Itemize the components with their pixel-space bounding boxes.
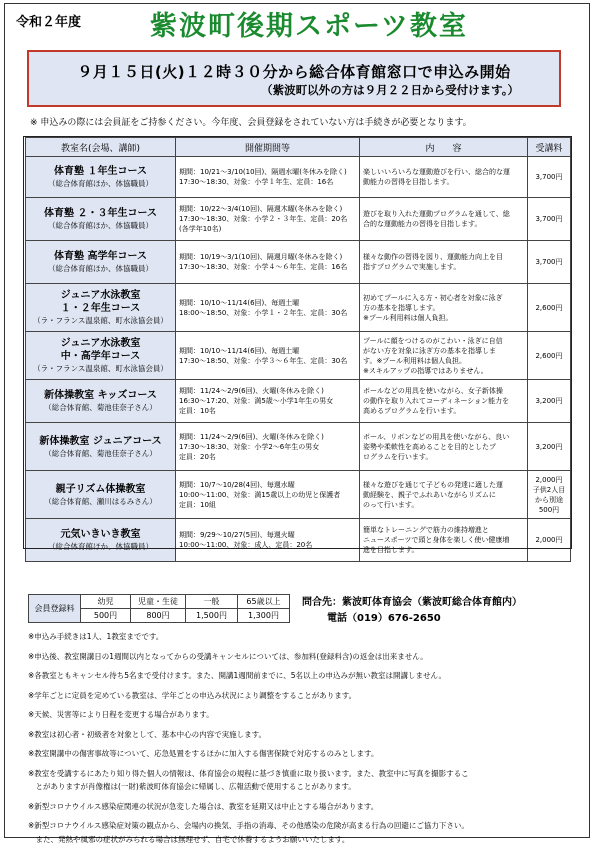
course-fee-cell xyxy=(528,284,571,332)
course-name: 新体操教室 キッズコース xyxy=(44,390,157,401)
course-fee: 2,600円 xyxy=(535,351,563,360)
note-item: ※申込み手続きは1人、1教室までです。 xyxy=(28,632,164,641)
course-row xyxy=(26,157,571,198)
course-period-cell xyxy=(176,284,360,332)
column-header-content: 内 容 xyxy=(360,138,528,157)
course-location: （総合体育館ほか、体協職員） xyxy=(48,221,153,230)
note-item: ※教室開講中の傷害事故等について、応急処置をするほかに加入する傷害保険で対応するのみとします。 xyxy=(28,749,379,758)
course-period-line: 定員：10名 xyxy=(179,407,216,415)
course-location: （ラ・フランス温泉館、町水泳協会員） xyxy=(33,316,168,325)
course-content-cell xyxy=(360,471,528,519)
course-name: ジュニア水泳教室 xyxy=(60,290,141,301)
fee-header-student: 児童・生徒 xyxy=(131,595,186,609)
course-fee: 3,200円 xyxy=(535,442,563,451)
course-content-cell xyxy=(360,423,528,471)
course-name: 元気いきいき教室 xyxy=(60,529,141,540)
course-name: 親子リズム体操教室 xyxy=(55,483,146,495)
course-row xyxy=(26,284,571,332)
column-header-course: 教室名(会場、講師) xyxy=(26,138,176,157)
course-period-line: 10:00～11:00、対象：満15歳以上の幼児と保護者 xyxy=(179,490,341,499)
course-location: （総合体育館ほか、体協職員） xyxy=(48,179,153,188)
note-item: ※教室を受講するにあたり知り得た個人の情報は、体育協会の規程に基づき慎重に取り扱います。また、教室中に写真を撮影するこ xyxy=(28,768,469,778)
course-fee: 3,700円 xyxy=(535,173,563,181)
course-name-cell xyxy=(26,423,176,471)
course-location: （総合体育館、菊池佳奈子さん） xyxy=(44,403,157,412)
course-content-line: 様々な動作の習得を図り、運動能力向上を目 xyxy=(363,253,503,261)
course-row xyxy=(26,380,571,423)
course-fee: 500円 xyxy=(538,505,560,514)
note-item: ※学年ごとに定員を定めている教室は、学年ごとの申込み状況により調整をすることがあります。 xyxy=(28,690,357,700)
course-location: （総合体育館ほか、体協職員） xyxy=(48,264,153,273)
fee-header-senior: 65歳以上 xyxy=(238,595,290,609)
course-content-cell xyxy=(360,519,528,562)
column-header-fee: 受講料 xyxy=(528,138,571,157)
course-period-cell xyxy=(176,519,360,562)
course-table-header xyxy=(26,138,571,157)
course-period-line: 定員：10組 xyxy=(179,500,216,509)
note-item: また、発熱や風邪の症状がみられる場合は無理せず、自宅で休養するようお願いいたします。 xyxy=(28,834,350,844)
course-fee-cell xyxy=(528,471,571,519)
course-content-cell xyxy=(360,332,528,380)
course-content-cell xyxy=(360,198,528,241)
course-name: 新体操教室 ジュニアコース xyxy=(39,435,162,447)
course-fee: 2,000円 xyxy=(535,536,563,544)
course-period-line: 期間：10/10～11/14(6回)、毎週土曜 xyxy=(179,298,300,307)
course-location: （総合体育館、瀬川はるみさん） xyxy=(44,496,157,506)
course-content-line: 簡単なトレーニングで筋力の維持増進と xyxy=(363,526,489,534)
course-content-line: 方の基本を指導します。 xyxy=(363,303,440,312)
course-row xyxy=(26,471,571,519)
course-name: 中・高学年コース xyxy=(60,351,141,362)
course-fee: 3,700円 xyxy=(535,258,563,266)
course-period-line: 期間：10/19～3/1(10回)、隔週月曜(冬休みを除く) xyxy=(179,253,343,261)
course-fee: から別途 xyxy=(535,495,563,504)
course-content-line: 合的な運動能力の習得を目指します。 xyxy=(363,220,482,228)
course-name: 体育塾 高学年コース xyxy=(54,251,147,262)
course-fee: 2,000円 xyxy=(535,475,563,484)
course-fee: 3,200円 xyxy=(535,397,563,405)
registration-outside-text: （紫波町以外の方は９月２２日から受付けます。） xyxy=(261,83,519,97)
course-content-line: ボール、リボンなどの用具を使いながら、良い xyxy=(363,432,510,441)
course-content-line: ニュースポーツで頭と身体を楽しく使い健康増 xyxy=(363,536,510,544)
course-period-line: 期間：10/21～3/10(10回)、隔週水曜(冬休みを除く) xyxy=(179,168,347,176)
registration-start-text: ９月１５日(火)１２時３０分から総合体育館窓口で申込み開始 xyxy=(77,63,511,81)
course-row xyxy=(26,198,571,241)
note-item: ※教室は初心者・初級者を対象として、基本中心の内容で実施します。 xyxy=(28,729,267,739)
course-period-line: 16:30～17:20、対象：満5歳～小学1年生の男女 xyxy=(179,397,334,405)
fee-value-student: 800円 xyxy=(131,609,186,623)
registration-banner xyxy=(27,50,561,107)
course-period-line: 17:30～18:30、対象：小学２・３年生、定員：20名 xyxy=(179,215,348,223)
course-fee: 3,700円 xyxy=(535,215,563,223)
course-content-line: 動能力の習得を目指します。 xyxy=(363,178,454,186)
course-name-cell xyxy=(26,519,176,562)
course-period-cell xyxy=(176,157,360,198)
course-period-cell xyxy=(176,198,360,241)
course-content-line: 様々な遊びを通じて子どもの発達に適した運 xyxy=(363,480,503,489)
course-fee: 2,600円 xyxy=(535,303,563,312)
course-fee-cell xyxy=(528,157,571,198)
course-content-line: 動経験を、親子でふれあいながらリズムに xyxy=(363,490,496,499)
course-period-line: 17:30～18:30、対象：小学2～6年生の男女 xyxy=(179,442,320,451)
contact-phone: 電話（019）676-2650 xyxy=(327,613,441,624)
course-period-cell xyxy=(176,332,360,380)
course-row xyxy=(26,241,571,284)
course-content-line: 姿勢や柔軟性を高めることを目的としたプ xyxy=(363,442,496,451)
course-name: ジュニア水泳教室 xyxy=(60,338,141,349)
course-name-cell xyxy=(26,157,176,198)
course-fee: 子供2人目 xyxy=(532,485,566,494)
course-period-line: 期間：10/7～10/28(4回)、毎週水曜 xyxy=(179,480,295,489)
course-period-cell xyxy=(176,380,360,423)
note-item: ※新型コロナウイルス感染症対策の観点から、会場内の換気、手指の消毒、その他感染の危険が高まる行為の回避にご協力下さい。 xyxy=(28,821,469,830)
course-content-line: 楽しいいろいろな運動遊びを行い、総合的な運 xyxy=(363,168,510,176)
fee-value-infant: 500円 xyxy=(81,609,131,623)
course-location: （総合体育館、菊池佳奈子さん） xyxy=(44,448,157,458)
fee-header-infant: 幼児 xyxy=(81,595,131,609)
column-header-period: 開催期間等 xyxy=(176,138,360,157)
course-period-line: 17:30～18:50、対象：小学３～６年生、定員：30名 xyxy=(179,356,348,365)
membership-note: ※ 申込みの際には会員証をご持参ください。今年度、会員登録をされていない方は手続きが必要となります。 xyxy=(30,118,472,128)
course-row xyxy=(26,519,571,562)
course-period-line: 期間：11/24～2/9(6回)、火曜(冬休みを除く) xyxy=(179,387,324,395)
course-period-line: 17:30～18:30、対象：小学１年生、定員：16名 xyxy=(179,178,334,186)
course-period-cell xyxy=(176,471,360,519)
course-name-cell xyxy=(26,332,176,380)
membership-fee-label: 会員登録料 xyxy=(29,595,81,623)
contact-organization: 問合先：紫波町体育協会（紫波町総合体育館内） xyxy=(302,597,522,608)
course-period-line: 18:00～18:50、対象：小学１・２年生、定員：30名 xyxy=(179,308,348,317)
course-fee-cell xyxy=(528,241,571,284)
course-content-line: がない方を対象に泳ぎ方の基本を指導しま xyxy=(363,346,496,355)
course-fee-cell xyxy=(528,198,571,241)
course-row xyxy=(26,423,571,471)
course-fee-cell xyxy=(528,380,571,423)
course-location: （ラ・フランス温泉館、町水泳協会員） xyxy=(33,364,168,373)
fee-header-adult: 一般 xyxy=(186,595,238,609)
note-item: ※天候、災害等により日程を変更する場合があります。 xyxy=(28,710,214,719)
course-name: 体育塾 ２・３年生コース xyxy=(44,208,157,219)
course-name-cell xyxy=(26,284,176,332)
note-item: とがありますが肖像権は(一財)紫波町体育協会に帰属し、広報活動で使用することがあります。 xyxy=(28,782,356,791)
course-row xyxy=(26,332,571,380)
course-period-line: (各学年10名) xyxy=(179,225,222,233)
course-period-cell xyxy=(176,241,360,284)
fee-value-senior: 1,300円 xyxy=(238,609,290,623)
course-fee-cell xyxy=(528,423,571,471)
course-period-line: 10:00～11:00、対象：成人、定員：20名 xyxy=(179,541,313,549)
course-fee-cell xyxy=(528,519,571,562)
notes-section xyxy=(28,630,568,852)
course-name-cell xyxy=(26,380,176,423)
course-content-line: ログラムを行います。 xyxy=(363,452,433,461)
course-period-line: 17:30～18:30、対象：小学４～６年生、定員：16名 xyxy=(179,263,348,271)
course-name-cell xyxy=(26,198,176,241)
contact-info xyxy=(302,595,522,627)
course-period-line: 定員：20名 xyxy=(179,452,216,461)
course-content-line: す。※プール利用料は個人負担。 xyxy=(363,356,466,365)
page-title: 紫波町後期スポーツ教室 xyxy=(150,11,468,42)
course-name: 体育塾 １年生コース xyxy=(54,166,147,177)
course-content-line: の動作を取り入れてコーディネーション能力を xyxy=(363,397,510,405)
course-period-line: 期間：10/22～3/4(10回)、隔週木曜(冬休みを除く) xyxy=(179,205,343,213)
course-name-cell xyxy=(26,471,176,519)
course-period-line: 期間：11/24～2/9(6回)、火曜(冬休みを除く) xyxy=(179,432,324,441)
course-fee-cell xyxy=(528,332,571,380)
note-item: ※各教室ともキャンセル待ち5名まで受付けます。また、開講1週間前までに、5名以上の申込みが無い教室は開講しません。 xyxy=(28,671,446,680)
course-content-line: 指すプログラムで実施します。 xyxy=(363,263,461,271)
course-content-cell xyxy=(360,241,528,284)
course-period-line: 期間：9/29～10/27(5回)、毎週火曜 xyxy=(179,531,295,539)
course-location: （総合体育館ほか、体協職員） xyxy=(48,542,153,551)
course-content-line: のって行います。 xyxy=(363,500,419,509)
course-content-line: 初めてプールに入る方・初心者を対象に泳ぎ xyxy=(363,293,503,302)
course-period-cell xyxy=(176,423,360,471)
course-content-line: プールに顔をつけるのがこわい・泳ぎに自信 xyxy=(363,336,503,345)
note-item: ※新型コロナウイルス感染症関連の状況が急変した場合は、教室を延期又は中止とする場合があります。 xyxy=(28,801,379,811)
course-table xyxy=(25,137,571,562)
note-item: ※申込後、教室開講日の1週間以内となってからの受講キャンセルについては、参加料(登録料含)の返金は出来ません。 xyxy=(28,651,428,661)
course-content-line: 進を目指します。 xyxy=(363,546,419,554)
course-content-line: ※スキルアップの指導ではありません。 xyxy=(363,366,488,375)
fiscal-year-label: 令和２年度 xyxy=(16,15,82,30)
course-content-line: 高めるプログラムを行います。 xyxy=(363,407,461,415)
course-name-cell xyxy=(26,241,176,284)
course-content-line: 遊びを取り入れた運動プログラムを通して、総 xyxy=(363,210,510,218)
course-content-line: ※プール利用料は個人負担。 xyxy=(363,313,453,322)
membership-fee-table xyxy=(28,594,290,623)
fee-value-adult: 1,500円 xyxy=(186,609,238,623)
course-content-line: ボールなどの用具を使いながら、女子新体操 xyxy=(363,387,503,395)
course-content-cell xyxy=(360,284,528,332)
course-period-line: 期間：10/10～11/14(6回)、毎週土曜 xyxy=(179,346,300,355)
course-content-cell xyxy=(360,157,528,198)
course-name: １・２年生コース xyxy=(60,303,141,314)
course-content-cell xyxy=(360,380,528,423)
